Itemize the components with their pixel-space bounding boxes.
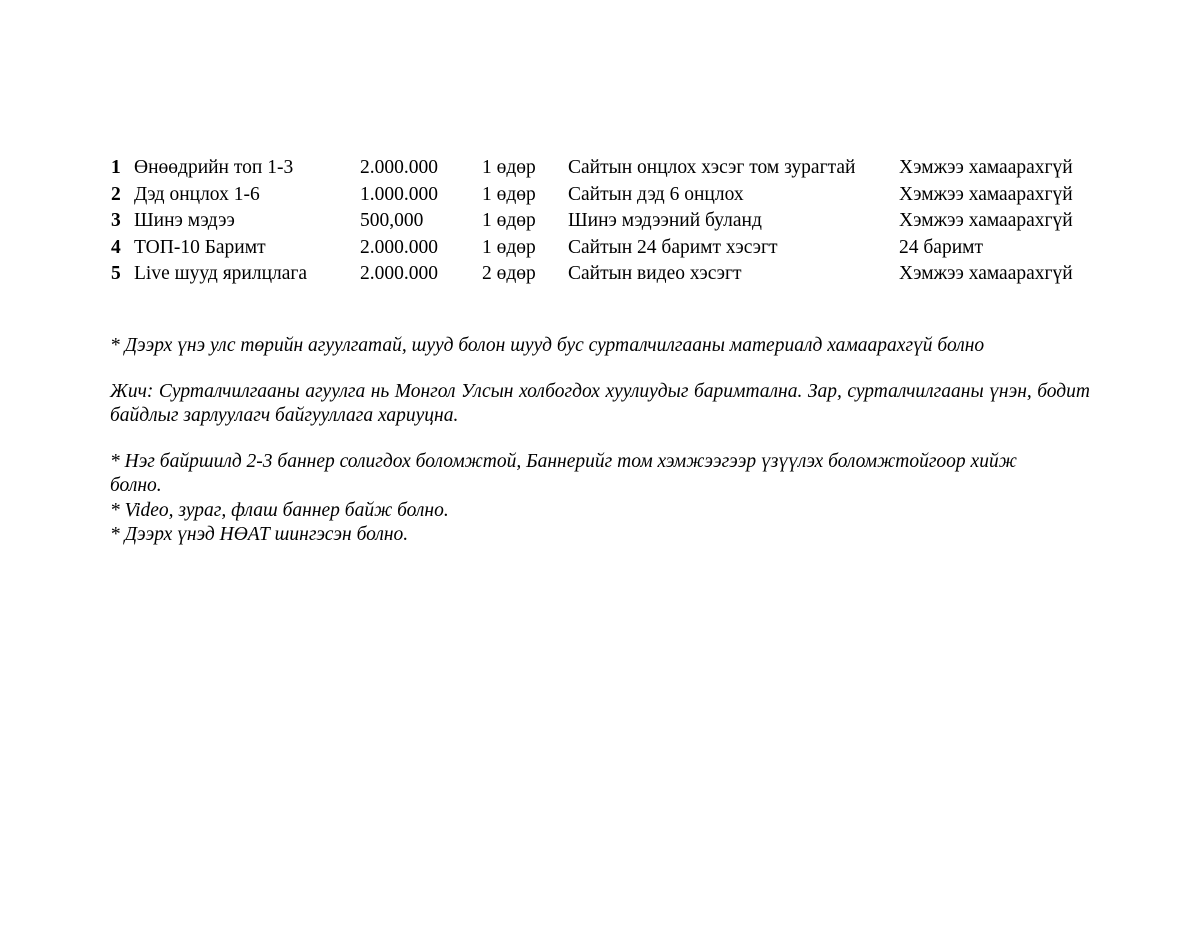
table-row [108,208,1099,235]
table-row [108,235,1099,262]
row-number: 2 [111,183,121,205]
placement-cell: Шинэ мэдээний буланд [568,210,762,231]
row-number: 5 [111,263,121,284]
placement-cell: Сайтын онцлох хэсэг том зурагтай [568,157,856,178]
duration-cell: 1 өдөр [482,210,536,231]
price-exclusion-note: * Дээрх үнэ улс төрийн агуулгатай, шууд болон шууд бус сурталчилгааны материалд хамаарахгүй болно [110,335,985,356]
ad-type-cell: Дэд онцлох 1-6 [134,183,260,205]
duration-cell: 2 өдөр [482,263,536,284]
size-cell: Хэмжээ хамаарахгүй [899,263,1073,284]
row-number: 4 [111,236,121,258]
duration-cell: 1 өдөр [482,183,536,205]
placement-cell: Сайтын видео хэсэгт [568,263,742,284]
ad-type-cell: Шинэ мэдээ [134,210,235,231]
size-cell: 24 баримт [899,236,983,258]
size-cell: Хэмжээ хамаарахгүй [899,157,1073,178]
price-cell: 2.000.000 [360,236,438,258]
table-row [108,155,1099,182]
placement-cell: Сайтын дэд 6 онцлох [568,183,744,205]
row-number: 3 [111,210,121,231]
duration-cell: 1 өдөр [482,157,536,178]
table-row [108,261,1099,288]
row-number: 1 [111,157,121,178]
ad-type-cell: Live шууд ярилцлага [134,263,308,284]
ad-type-cell: Өнөөдрийн топ 1-3 [134,157,294,178]
price-cell: 2.000.000 [360,157,438,178]
legal-note: Жич: Сурталчилгааны агуулга нь Монгол Улсын холбогдох хуулиудыг баримтална. Зар, сурталчилгааны үнэн, бодит байдлыг зарлуулагч байгууллага хариуцна. [110,380,1090,426]
vat-note: * Дээрх үнэд НӨАТ шингэсэн болно. [110,524,409,545]
price-cell: 500,000 [360,210,424,231]
table-row [108,182,1099,209]
pricing-table [108,155,1099,288]
size-cell: Хэмжээ хамаарахгүй [899,183,1073,205]
size-cell: Хэмжээ хамаарахгүй [899,210,1073,231]
price-cell: 2.000.000 [360,263,438,284]
notes-section [110,334,1090,548]
banner-rotation-note: * Нэг байршилд 2-3 баннер солигдох боломжтой, Баннерийг том хэмжээгээр үзүүлэх боломжтойгоор хийж болно. [110,450,1017,496]
price-cell: 1.000.000 [360,183,438,205]
media-format-note: * Video, зураг, флаш баннер байж болно. [110,499,449,521]
ad-type-cell: ТОП-10 Баримт [134,236,266,258]
duration-cell: 1 өдөр [482,236,536,258]
placement-cell: Сайтын 24 баримт хэсэгт [568,236,778,258]
